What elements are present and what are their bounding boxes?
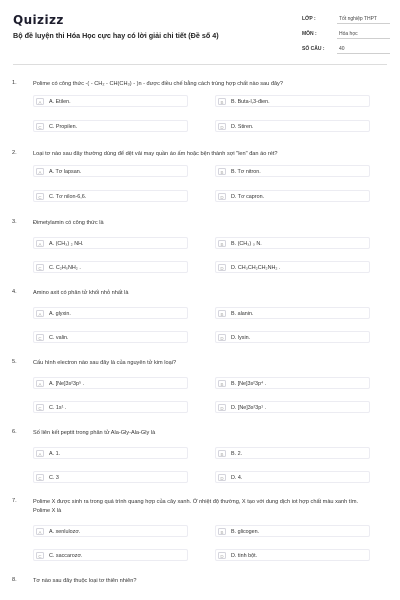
- option-text: C. 1s¹ .: [49, 404, 67, 411]
- option-letter-badge: D: [218, 552, 226, 559]
- option-a[interactable]: [33, 237, 188, 249]
- option-c[interactable]: [33, 401, 188, 413]
- option-letter-badge: C: [36, 552, 44, 559]
- question-number: 4.: [12, 289, 17, 295]
- meta-value: 40: [339, 46, 345, 52]
- option-c[interactable]: [33, 471, 188, 483]
- option-letter-badge: B: [218, 310, 226, 317]
- option-letter-badge: B: [218, 168, 226, 175]
- option-letter-badge: D: [218, 123, 226, 130]
- option-d[interactable]: [215, 549, 370, 561]
- meta-underline: [337, 53, 390, 54]
- meta-underline: [337, 38, 390, 39]
- option-c[interactable]: [33, 190, 188, 202]
- question-number: 6.: [12, 429, 17, 435]
- option-letter-badge: A: [36, 168, 44, 175]
- option-letter-badge: C: [36, 123, 44, 130]
- option-text: D. Stiren.: [231, 123, 254, 130]
- meta-question-count: [302, 44, 390, 54]
- option-text: B. [Ne]3s²3p⁴ .: [231, 380, 267, 387]
- option-text: B. Buta-l,3-đien.: [231, 98, 270, 105]
- question-number: 8.: [12, 577, 17, 583]
- option-a[interactable]: [33, 307, 188, 319]
- option-text: A. [Ne]3s²3p⁵ .: [49, 380, 85, 387]
- option-text: A. glyxin.: [49, 310, 71, 317]
- question-text: Cấu hình electron nào sau đây là của nguyên tử kim loại?: [33, 360, 177, 366]
- question-text: Số liên kết peptit trong phân tử Ala-Gly-Ala-Gly là: [33, 430, 156, 436]
- option-letter-badge: B: [218, 528, 226, 535]
- meta-underline: [337, 23, 390, 24]
- option-text: B. 2.: [231, 450, 243, 457]
- option-text: D. tinh bột.: [231, 552, 258, 559]
- question-text: Tơ nào sau đây thuộc loại tơ thiên nhiên?: [33, 578, 137, 584]
- option-letter-badge: A: [36, 98, 44, 105]
- option-letter-badge: A: [36, 450, 44, 457]
- option-letter-badge: A: [36, 528, 44, 535]
- meta-label: MÔN :: [302, 31, 317, 37]
- option-text: A. xenlulozơ.: [49, 528, 81, 535]
- option-a[interactable]: [33, 447, 188, 459]
- option-text: D. Tơ capron.: [231, 193, 265, 200]
- option-text: A. Etilen.: [49, 98, 71, 105]
- question-text: Polime có công thức -( - CH₂ - CH(CH₃) - )n - được điều chế bằng cách trùng hợp chất nào sau đây?: [33, 81, 283, 87]
- question-text: Polime X được sinh ra trong quá trình quang hợp của cây xanh. Ở nhiệt độ thường, X tạo với dung dịch iot hợp chất màu xanh tím. Polime X là: [33, 499, 359, 514]
- option-letter-badge: D: [218, 474, 226, 481]
- option-letter-badge: B: [218, 380, 226, 387]
- option-d[interactable]: [215, 120, 370, 132]
- option-d[interactable]: [215, 190, 370, 202]
- option-text: B. alanin.: [231, 310, 254, 317]
- question-number: 3.: [12, 219, 17, 225]
- option-c[interactable]: [33, 261, 188, 273]
- question-number: 2.: [12, 150, 17, 156]
- option-letter-badge: A: [36, 240, 44, 247]
- option-text: A. Tơ lapsan.: [49, 168, 82, 175]
- option-text: A. (CH₃) ₂ NH.: [49, 240, 84, 247]
- option-letter-badge: B: [218, 98, 226, 105]
- option-text: A. 1.: [49, 450, 61, 457]
- header-divider: [13, 64, 387, 65]
- option-letter-badge: C: [36, 264, 44, 271]
- meta-class: [302, 14, 390, 24]
- option-text: D. lysin.: [231, 334, 251, 341]
- option-d[interactable]: [215, 261, 370, 273]
- meta-value: Tốt nghiệp THPT: [339, 16, 377, 22]
- option-letter-badge: D: [218, 193, 226, 200]
- option-c[interactable]: [33, 549, 188, 561]
- question-text: Đimetylamin có công thức là: [33, 220, 104, 226]
- option-text: D. CH₃CH₂CH₂NH₂ .: [231, 264, 281, 271]
- question-text: Amino axit có phân tử khối nhỏ nhất là: [33, 290, 129, 296]
- option-text: C. 3: [49, 474, 59, 481]
- option-b[interactable]: [215, 237, 370, 249]
- option-a[interactable]: [33, 165, 188, 177]
- option-text: B. Tơ nitron.: [231, 168, 261, 175]
- option-text: C. valin.: [49, 334, 69, 341]
- option-letter-badge: B: [218, 240, 226, 247]
- option-text: D. [Ne]3s²3p¹ .: [231, 404, 267, 411]
- option-text: D. 4.: [231, 474, 243, 481]
- option-text: C. C₂H₅NH₂ .: [49, 264, 81, 271]
- option-letter-badge: B: [218, 450, 226, 457]
- option-letter-badge: C: [36, 334, 44, 341]
- option-b[interactable]: [215, 307, 370, 319]
- question-number: 5.: [12, 359, 17, 365]
- option-d[interactable]: [215, 331, 370, 343]
- option-letter-badge: D: [218, 334, 226, 341]
- option-text: C. Tơ nilon-6,6.: [49, 193, 87, 200]
- meta-subject: [302, 29, 390, 39]
- option-d[interactable]: [215, 401, 370, 413]
- option-text: C. saccarozơ.: [49, 552, 83, 559]
- option-letter-badge: C: [36, 474, 44, 481]
- quizizz-logo: Quizizz: [13, 13, 64, 27]
- option-d[interactable]: [215, 471, 370, 483]
- question-number: 1.: [12, 80, 17, 86]
- option-a[interactable]: [33, 95, 188, 107]
- question-number: 7.: [12, 498, 17, 504]
- option-letter-badge: A: [36, 380, 44, 387]
- option-letter-badge: C: [36, 404, 44, 411]
- option-text: B. glicogen.: [231, 528, 260, 535]
- question-text: Loại tơ nào sau đây thường dùng để dệt vải may quần áo ấm hoặc bện thành sợi "len" đan áo rét?: [33, 151, 278, 157]
- option-b[interactable]: [215, 95, 370, 107]
- option-c[interactable]: [33, 331, 188, 343]
- option-text: B. (CH₃) ₃ N.: [231, 240, 262, 247]
- option-letter-badge: D: [218, 264, 226, 271]
- meta-value: Hóa học: [339, 31, 358, 37]
- meta-label: LỚP :: [302, 16, 316, 22]
- option-a[interactable]: [33, 525, 188, 537]
- option-c[interactable]: [33, 120, 188, 132]
- option-letter-badge: A: [36, 310, 44, 317]
- option-text: C. Propilen.: [49, 123, 78, 130]
- option-b[interactable]: [215, 377, 370, 389]
- option-b[interactable]: [215, 165, 370, 177]
- meta-label: SỐ CÂU :: [302, 46, 325, 52]
- option-b[interactable]: [215, 525, 370, 537]
- option-letter-badge: D: [218, 404, 226, 411]
- option-a[interactable]: [33, 377, 188, 389]
- option-b[interactable]: [215, 447, 370, 459]
- worksheet-header: [0, 0, 400, 64]
- page-title: Bộ đề luyện thi Hóa Học cực hay có lời giải chi tiết (Đề số 4): [13, 31, 219, 40]
- option-letter-badge: C: [36, 193, 44, 200]
